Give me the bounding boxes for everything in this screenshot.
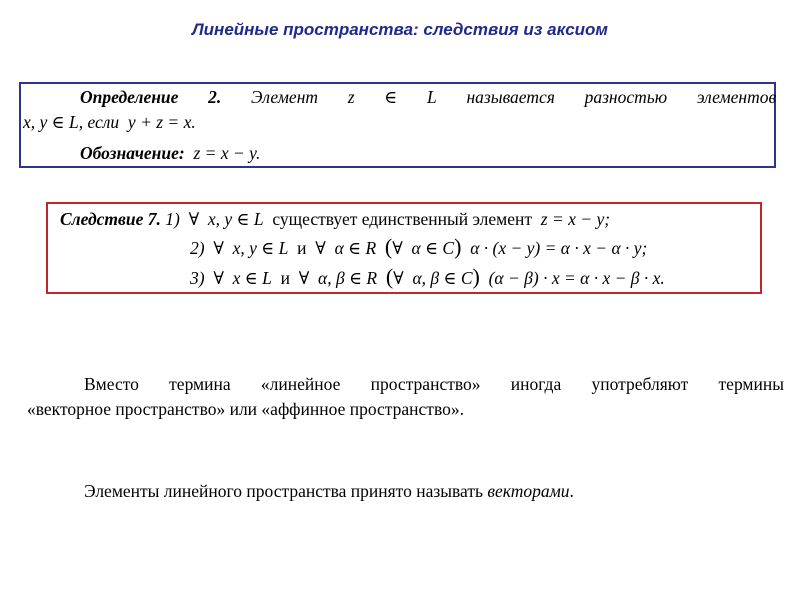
corollary-item1-text: существует единственный элемент	[272, 209, 533, 229]
corollary-item3-end: .	[660, 268, 665, 288]
forall-symbol: ∀	[392, 238, 403, 258]
definition-line-2	[23, 111, 196, 133]
slide-title: Линейные пространства: следствия из аксиом	[191, 20, 608, 39]
corollary-word-and: и	[280, 268, 290, 288]
corollary-item3-ab-C: α, β ∈ C	[412, 268, 473, 288]
corollary-item3-formula: (α − β) · x = α · x − β · x	[488, 268, 661, 288]
definition-word-called: называется	[466, 87, 555, 107]
corollary-line-1	[60, 208, 610, 230]
forall-symbol: ∀	[298, 268, 310, 288]
corollary-number: 7.	[147, 209, 161, 229]
corollary-item1-xy: x, y ∈ L	[207, 209, 264, 229]
definition-z-in-L: z ∈ L	[347, 87, 437, 107]
corollary-item1-formula: z = x − y	[540, 209, 605, 229]
corollary-item1-end: ;	[604, 209, 611, 229]
corollary-item3-num: 3)	[190, 268, 205, 288]
right-paren: )	[454, 234, 462, 259]
paragraph1-line1: Вместо термина «линейное пространство» иногда употребляют термины	[84, 374, 784, 394]
paragraph2-emphasis: векторами	[487, 481, 570, 501]
left-paren: (	[385, 264, 394, 289]
forall-symbol: ∀	[213, 238, 224, 258]
paragraph2-text: Элементы линейного пространства принято называть	[84, 481, 484, 501]
forall-symbol: ∀	[188, 209, 200, 229]
paragraph2	[84, 480, 574, 502]
definition-word-element: Элемент	[251, 87, 319, 107]
definition-word-difference: разностью	[584, 87, 668, 107]
paragraph1-line2: «векторное пространство» или «аффинное пространство».	[27, 399, 464, 419]
corollary-item2-alpha-R: α ∈ R	[334, 238, 377, 258]
notation-formula: z = x − y	[193, 143, 256, 163]
forall-symbol: ∀	[393, 268, 404, 288]
corollary-label: Следствие	[60, 209, 144, 229]
corollary-item3-ab-R: α, β ∈ R	[318, 268, 378, 288]
definition-line-1	[80, 86, 776, 108]
definition-label: Определение	[80, 87, 179, 107]
notation-end: .	[255, 143, 261, 163]
corollary-word-and: и	[297, 238, 307, 258]
corollary-item2-end: ;	[641, 238, 648, 258]
definition-condition: y + z = x	[127, 112, 192, 132]
forall-symbol: ∀	[213, 268, 224, 288]
corollary-item2-formula: α · (x − y) = α · x − α · y	[470, 238, 642, 258]
corollary-line-3	[190, 266, 665, 289]
notation-label: Обозначение:	[80, 143, 185, 163]
right-paren: )	[472, 264, 480, 289]
definition-end-dot: .	[191, 112, 196, 132]
corollary-item2-xy: x, y ∈ L	[232, 238, 289, 258]
left-paren: (	[384, 234, 393, 259]
corollary-item3-x: x ∈ L	[232, 268, 272, 288]
definition-number: 2.	[208, 87, 222, 107]
corollary-item2-num: 2)	[190, 238, 205, 258]
definition-word-elements: элементов	[696, 87, 777, 107]
corollary-line-2	[190, 236, 647, 259]
definition-xy-in-L: x, y ∈ L	[23, 112, 79, 132]
definition-word-if: , если	[78, 112, 120, 132]
corollary-item2-alpha-C: α ∈ C	[411, 238, 455, 258]
corollary-item1-num: 1)	[165, 209, 180, 229]
notation-line	[80, 142, 260, 164]
forall-symbol: ∀	[315, 238, 326, 258]
paragraph2-end: .	[569, 481, 574, 501]
